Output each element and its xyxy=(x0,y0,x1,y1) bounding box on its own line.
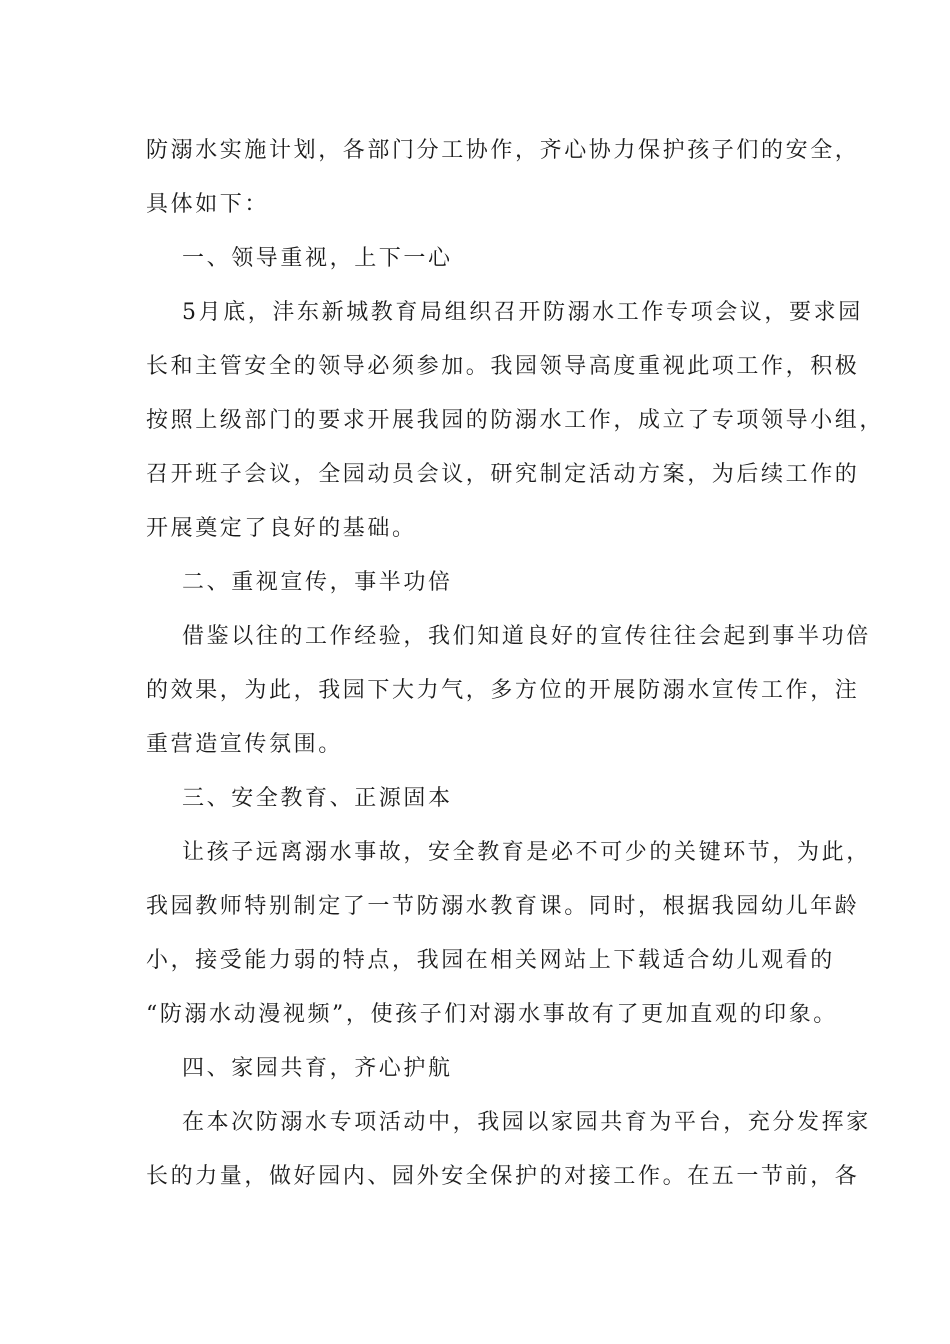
text-line: 具体如下： xyxy=(146,192,270,217)
text-line: 我园教师特别制定了一节防溺水教育课。同时，根据我园幼儿年龄 xyxy=(146,894,860,919)
text-line: “防溺水动漫视频”，使孩子们对溺水事故有了更加直观的印象。 xyxy=(146,1002,838,1027)
paragraph-first-line: 在本次防溺水专项活动中，我园以家园共育为平台，充分发挥家 xyxy=(182,1110,871,1135)
document-body xyxy=(146,124,885,1204)
text-line: 按照上级部门的要求开展我园的防溺水工作，成立了专项领导小组， xyxy=(146,408,885,433)
section-heading: 四、家园共育，齐心护航 xyxy=(182,1056,453,1081)
text-line: 长和主管安全的领导必须参加。我园领导高度重视此项工作，积极 xyxy=(146,354,860,379)
text-line: 的效果，为此，我园下大力气，多方位的开展防溺水宣传工作，注 xyxy=(146,678,860,703)
text-line: 小，接受能力弱的特点，我园在相关网站上下载适合幼儿观看的 xyxy=(146,948,835,973)
paragraph-first-line: 借鉴以往的工作经验，我们知道良好的宣传往往会起到事半功倍 xyxy=(182,624,871,649)
text-line: 开展奠定了良好的基础。 xyxy=(146,516,417,541)
text-line: 重营造宣传氛围。 xyxy=(146,732,343,757)
section-heading: 三、安全教育、正源固本 xyxy=(182,786,453,811)
text-line: 防溺水实施计划，各部门分工协作，齐心协力保护孩子们的安全， xyxy=(146,138,860,163)
section-heading: 二、重视宣传，事半功倍 xyxy=(182,570,453,595)
text-line: 长的力量，做好园内、园外安全保护的对接工作。在五一节前，各 xyxy=(146,1164,860,1189)
paragraph-first-line: 5月底，沣东新城教育局组织召开防溺水工作专项会议，要求园 xyxy=(182,300,863,325)
text-line: 召开班子会议，全园动员会议，研究制定活动方案，为后续工作的 xyxy=(146,462,860,487)
section-heading: 一、领导重视，上下一心 xyxy=(182,246,453,271)
paragraph-first-line: 让孩子远离溺水事故，安全教育是必不可少的关键环节，为此， xyxy=(182,840,871,865)
